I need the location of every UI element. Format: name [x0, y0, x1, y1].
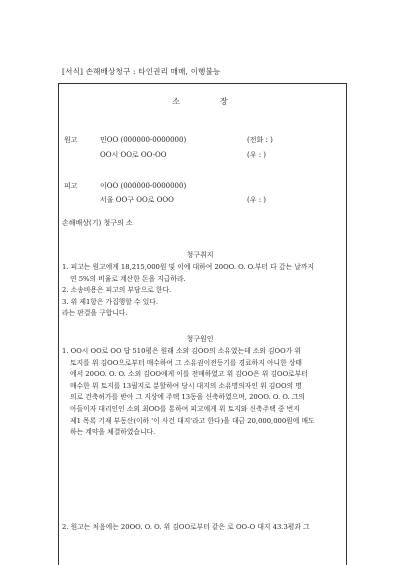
- claims-line: 3. 위 제1항은 가집행할 수 있다.: [62, 297, 158, 306]
- defendant-address: 서울 OO구 OO로 OOO: [100, 196, 174, 204]
- reasons-line: 의로 건축허가를 받아 그 지상에 주택 13동을 신축하였으며, 20OO. O. O. 그의: [70, 393, 305, 402]
- reasons-line: 2. 원고는 처음에는 20OO. O. O. 위 김OO로부터 같은 로 OO-O 대지 43.3평과 그: [62, 523, 310, 531]
- reasons-line: 하는 계약을 체결하였습니다.: [70, 428, 156, 437]
- defendant-label: 피고: [64, 182, 78, 190]
- form-header: [서식] 손해배상청구 : 타인권리 매매, 이행불능: [62, 67, 221, 76]
- reasons-line: 1. OO시 OO로 OO 답 510평은 원래 소외 김OO의 소유였는데 소외 김OO가 위: [62, 347, 301, 355]
- defendant-zip: (우 : ): [247, 196, 267, 204]
- plaintiff-zip: (우 : ): [247, 151, 267, 159]
- claims-line: 2. 소송비용은 피고의 부담으로 한다.: [62, 286, 172, 295]
- claims-line: 라는 판결을 구합니다.: [62, 309, 128, 318]
- title-char-2: 장: [220, 97, 228, 106]
- claims-line: 연 5%의 비율로 계산한 돈을 지급하라.: [70, 274, 186, 283]
- reasons-heading: 청구원인: [186, 335, 214, 343]
- plaintiff-name: 민OO (000000-0000000): [100, 136, 187, 144]
- reasons-para-1: [62, 346, 342, 439]
- reasons-line: 아들이자 대리인인 소외 최OO를 통하여 피고에게 위 토지와 신축주택 중 번지: [70, 404, 300, 413]
- title-char-1: 소: [172, 97, 180, 106]
- claims-body: [62, 262, 342, 320]
- document-title: [0, 96, 400, 107]
- plaintiff-phone: (전화 : ): [247, 136, 273, 144]
- plaintiff-address: OO시 OO로 OO-OO: [100, 151, 167, 159]
- reasons-line: 토지를 위 김OO으로부터 매수하여 그 소유권이전등기를 경료하지 아니한 상태: [70, 358, 302, 367]
- plaintiff-label: 원고: [64, 136, 78, 144]
- defendant-name: 이OO (000000-0000000): [100, 182, 187, 190]
- case-name: 손해배상(기) 청구의 소: [62, 219, 133, 227]
- reasons-line: 매수한 위 토지를 13필지로 분할하여 당시 대지의 소유명의자인 위 김OO의 명: [70, 381, 302, 390]
- claims-heading: 청구취지: [186, 251, 214, 259]
- reasons-para-2: [62, 522, 342, 534]
- reasons-line: 제1 목록 기재 부동산(이하 '이 사건 대지'라고 한다)을 대금 20,000,000원에 매도: [70, 416, 315, 425]
- reasons-line: 에서 20OO. O. O. 소외 김OO에게 이를 전매하였고 위 김OO은 위 김OO로부터: [70, 370, 308, 379]
- claims-line: 1. 피고는 원고에게 18,215,000원 및 이에 대하여 20OO. O. O.부터 다 갚는 날까지: [62, 263, 314, 271]
